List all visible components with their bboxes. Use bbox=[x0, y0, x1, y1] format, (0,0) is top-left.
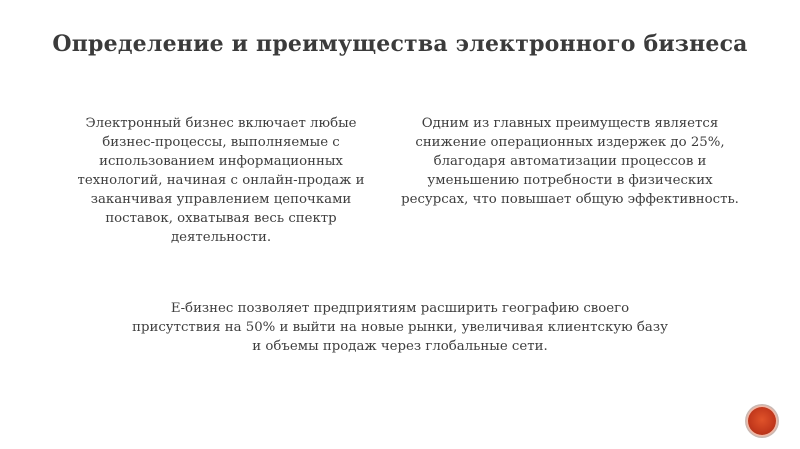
paragraph-definition: Электронный бизнес включает любые бизнес-процессы, выполняемые с использованием информационных технологий, начиная с онлайн-продаж и заканчивая управлением цепочками поставок, охватывая весь спектр деятельности. bbox=[77, 116, 365, 245]
circle-nav-icon[interactable] bbox=[748, 407, 776, 435]
paragraph-market-expansion: Е-бизнес позволяет предприятиям расширить географию своего присутствия на 50% и выйти на новые рынки, увеличивая клиентскую базу и объемы продаж через глобальные сети. bbox=[132, 301, 668, 354]
paragraph-cost-reduction: Одним из главных преимуществ является снижение операционных издержек до 25%, благодаря автоматизации процессов и уменьшению потребности в физических ресурсах, что повышает общую эффективность. bbox=[401, 116, 739, 207]
slide-title: Определение и преимущества электронного бизнеса bbox=[52, 31, 748, 57]
